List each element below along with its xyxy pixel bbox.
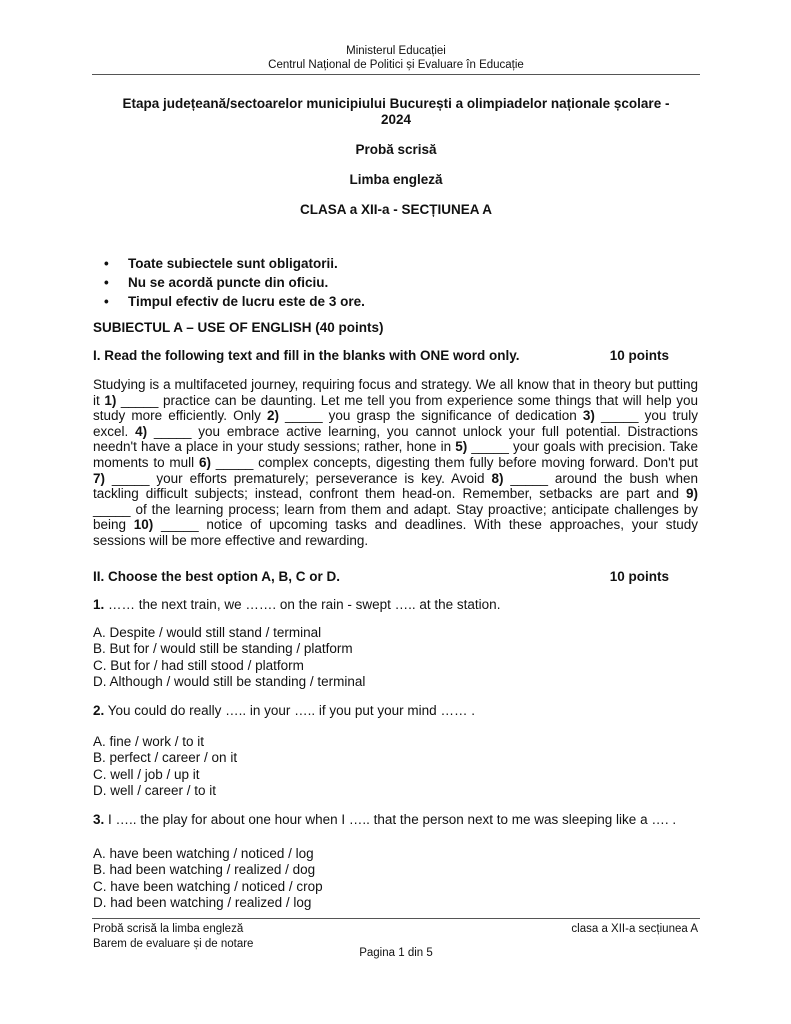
- option: D. had been watching / realized / log: [93, 895, 312, 911]
- header-ministry: Ministerul Educației: [346, 45, 446, 57]
- class-label: CLASA a XII-a - SECȚIUNEA A: [299, 202, 493, 217]
- bullet-icon: •: [104, 275, 109, 290]
- bullet-icon: •: [104, 294, 109, 309]
- blank-number: 1): [104, 392, 117, 408]
- task1-heading: [93, 348, 669, 364]
- header-divider: [92, 74, 700, 75]
- blank-number: 9): [685, 486, 698, 502]
- question-1-options: [93, 625, 365, 691]
- paragraph-text: _____ complex concepts, digesting them fully before moving forward. Don't put: [210, 454, 698, 470]
- option: C. well / job / up it: [93, 766, 200, 782]
- paragraph-text: _____ around the bush when tackling difficult subjects; instead, confront them head-on. Remember, setbacks are part and: [93, 470, 698, 502]
- task2-points: 10 points: [609, 569, 669, 584]
- blank-number: 3): [582, 408, 595, 424]
- proba-label: Probă scrisă: [355, 142, 437, 157]
- bullet-icon: •: [104, 256, 109, 271]
- paragraph-text: _____ your efforts prematurely; perseverance is key. Avoid: [105, 470, 492, 486]
- paragraph-text: _____ of the learning process; learn from them and adapt. Stay proactive; anticipate challenges by being: [93, 501, 698, 533]
- question-text: You could do really ….. in your ….. if you put your mind …… .: [104, 703, 475, 718]
- task1-points: 10 points: [609, 348, 669, 363]
- page-header: [92, 44, 700, 72]
- paragraph-text: _____ notice of upcoming tasks and deadlines. With these approaches, your study sessions will be more effective and rewarding.: [93, 517, 698, 548]
- footer-barem: Barem de evaluare și de notare: [93, 938, 254, 950]
- task1-instruction: I. Read the following text and fill in the blanks with ONE word only.: [93, 348, 520, 363]
- rule-item: • Toate subiectele sunt obligatorii.: [104, 256, 338, 271]
- option: A. Despite / would still stand / terminal: [93, 625, 322, 640]
- question-number: 1.: [93, 597, 105, 612]
- paragraph-text: _____ you grasp the significance of dedication: [278, 408, 583, 424]
- question-text: I ….. the play for about one hour when I ….. that the person next to me was sleeping like a …. .: [104, 812, 677, 827]
- paragraph-text: Studying is a multifaceted journey, requiring focus and strategy. We all know that in theory but putting it: [93, 377, 698, 408]
- task2-instruction: II. Choose the best option A, B, C or D.: [93, 569, 341, 584]
- option: B. perfect / career / on it: [93, 750, 238, 766]
- section-a-heading: SUBIECTUL A – USE OF ENGLISH (40 points): [93, 320, 384, 335]
- paragraph-text: _____ your goals with precision. Take moments to mull: [93, 439, 698, 470]
- exam-title: [92, 96, 700, 128]
- task1-paragraph: [93, 377, 698, 549]
- question-number: 2.: [93, 703, 105, 718]
- option: B. had been watching / realized / dog: [93, 862, 316, 878]
- footer-class: clasa a XII-a secțiunea A: [571, 923, 698, 935]
- question-3: [93, 812, 698, 828]
- rule-item: • Nu se acordă puncte din oficiu.: [104, 275, 329, 290]
- question-1: [93, 597, 698, 613]
- header-center: Centrul Național de Politici și Evaluare în Educație: [268, 59, 524, 71]
- blank-number: 4): [135, 423, 148, 439]
- exam-title-line2: 2024: [380, 112, 412, 127]
- blank-number: 5): [455, 439, 468, 455]
- question-2: [93, 703, 698, 719]
- blank-number: 6): [198, 454, 211, 470]
- option: D. Although / would still be standing / terminal: [93, 674, 366, 690]
- option: A. fine / work / to it: [93, 734, 205, 749]
- page-number: Pagina 1 din 5: [359, 947, 433, 959]
- blank-number: 7): [93, 470, 106, 486]
- paragraph-text: _____ practice can be daunting. Let me tell you from experience some things that will help you study more efficiently. Only: [93, 392, 698, 424]
- option: C. have been watching / noticed / crop: [93, 878, 323, 894]
- option: D. well / career / to it: [93, 783, 217, 799]
- paragraph-text: _____ you embrace active learning, you cannot unlock your full potential. Distractions needn't have a place in your study sessions; rather, hone in: [93, 423, 698, 455]
- option: C. But for / had still stood / platform: [93, 657, 304, 673]
- option: A. have been watching / noticed / log: [93, 846, 314, 861]
- footer-exam-name: Probă scrisă la limba engleză: [93, 923, 244, 935]
- rules-list: [104, 254, 365, 311]
- subject-label: Limba engleză: [349, 172, 443, 187]
- question-3-options: [93, 846, 323, 912]
- blank-number: 2): [266, 408, 279, 424]
- paragraph-text: _____ you truly excel.: [93, 408, 698, 439]
- task2-heading: [93, 569, 669, 585]
- option: B. But for / would still be standing / platform: [93, 641, 353, 657]
- exam-title-line1: Etapa județeană/sectoarelor municipiului București a olimpiadelor naționale școlare -: [122, 96, 670, 111]
- blank-number: 8): [491, 470, 504, 486]
- question-2-options: [93, 734, 237, 800]
- blank-number: 10): [133, 517, 154, 533]
- question-number: 3.: [93, 812, 105, 827]
- rule-item: • Timpul efectiv de lucru este de 3 ore.: [104, 294, 365, 309]
- question-text: …… the next train, we ……. on the rain - swept ….. at the station.: [104, 597, 501, 612]
- footer-divider: [92, 918, 700, 919]
